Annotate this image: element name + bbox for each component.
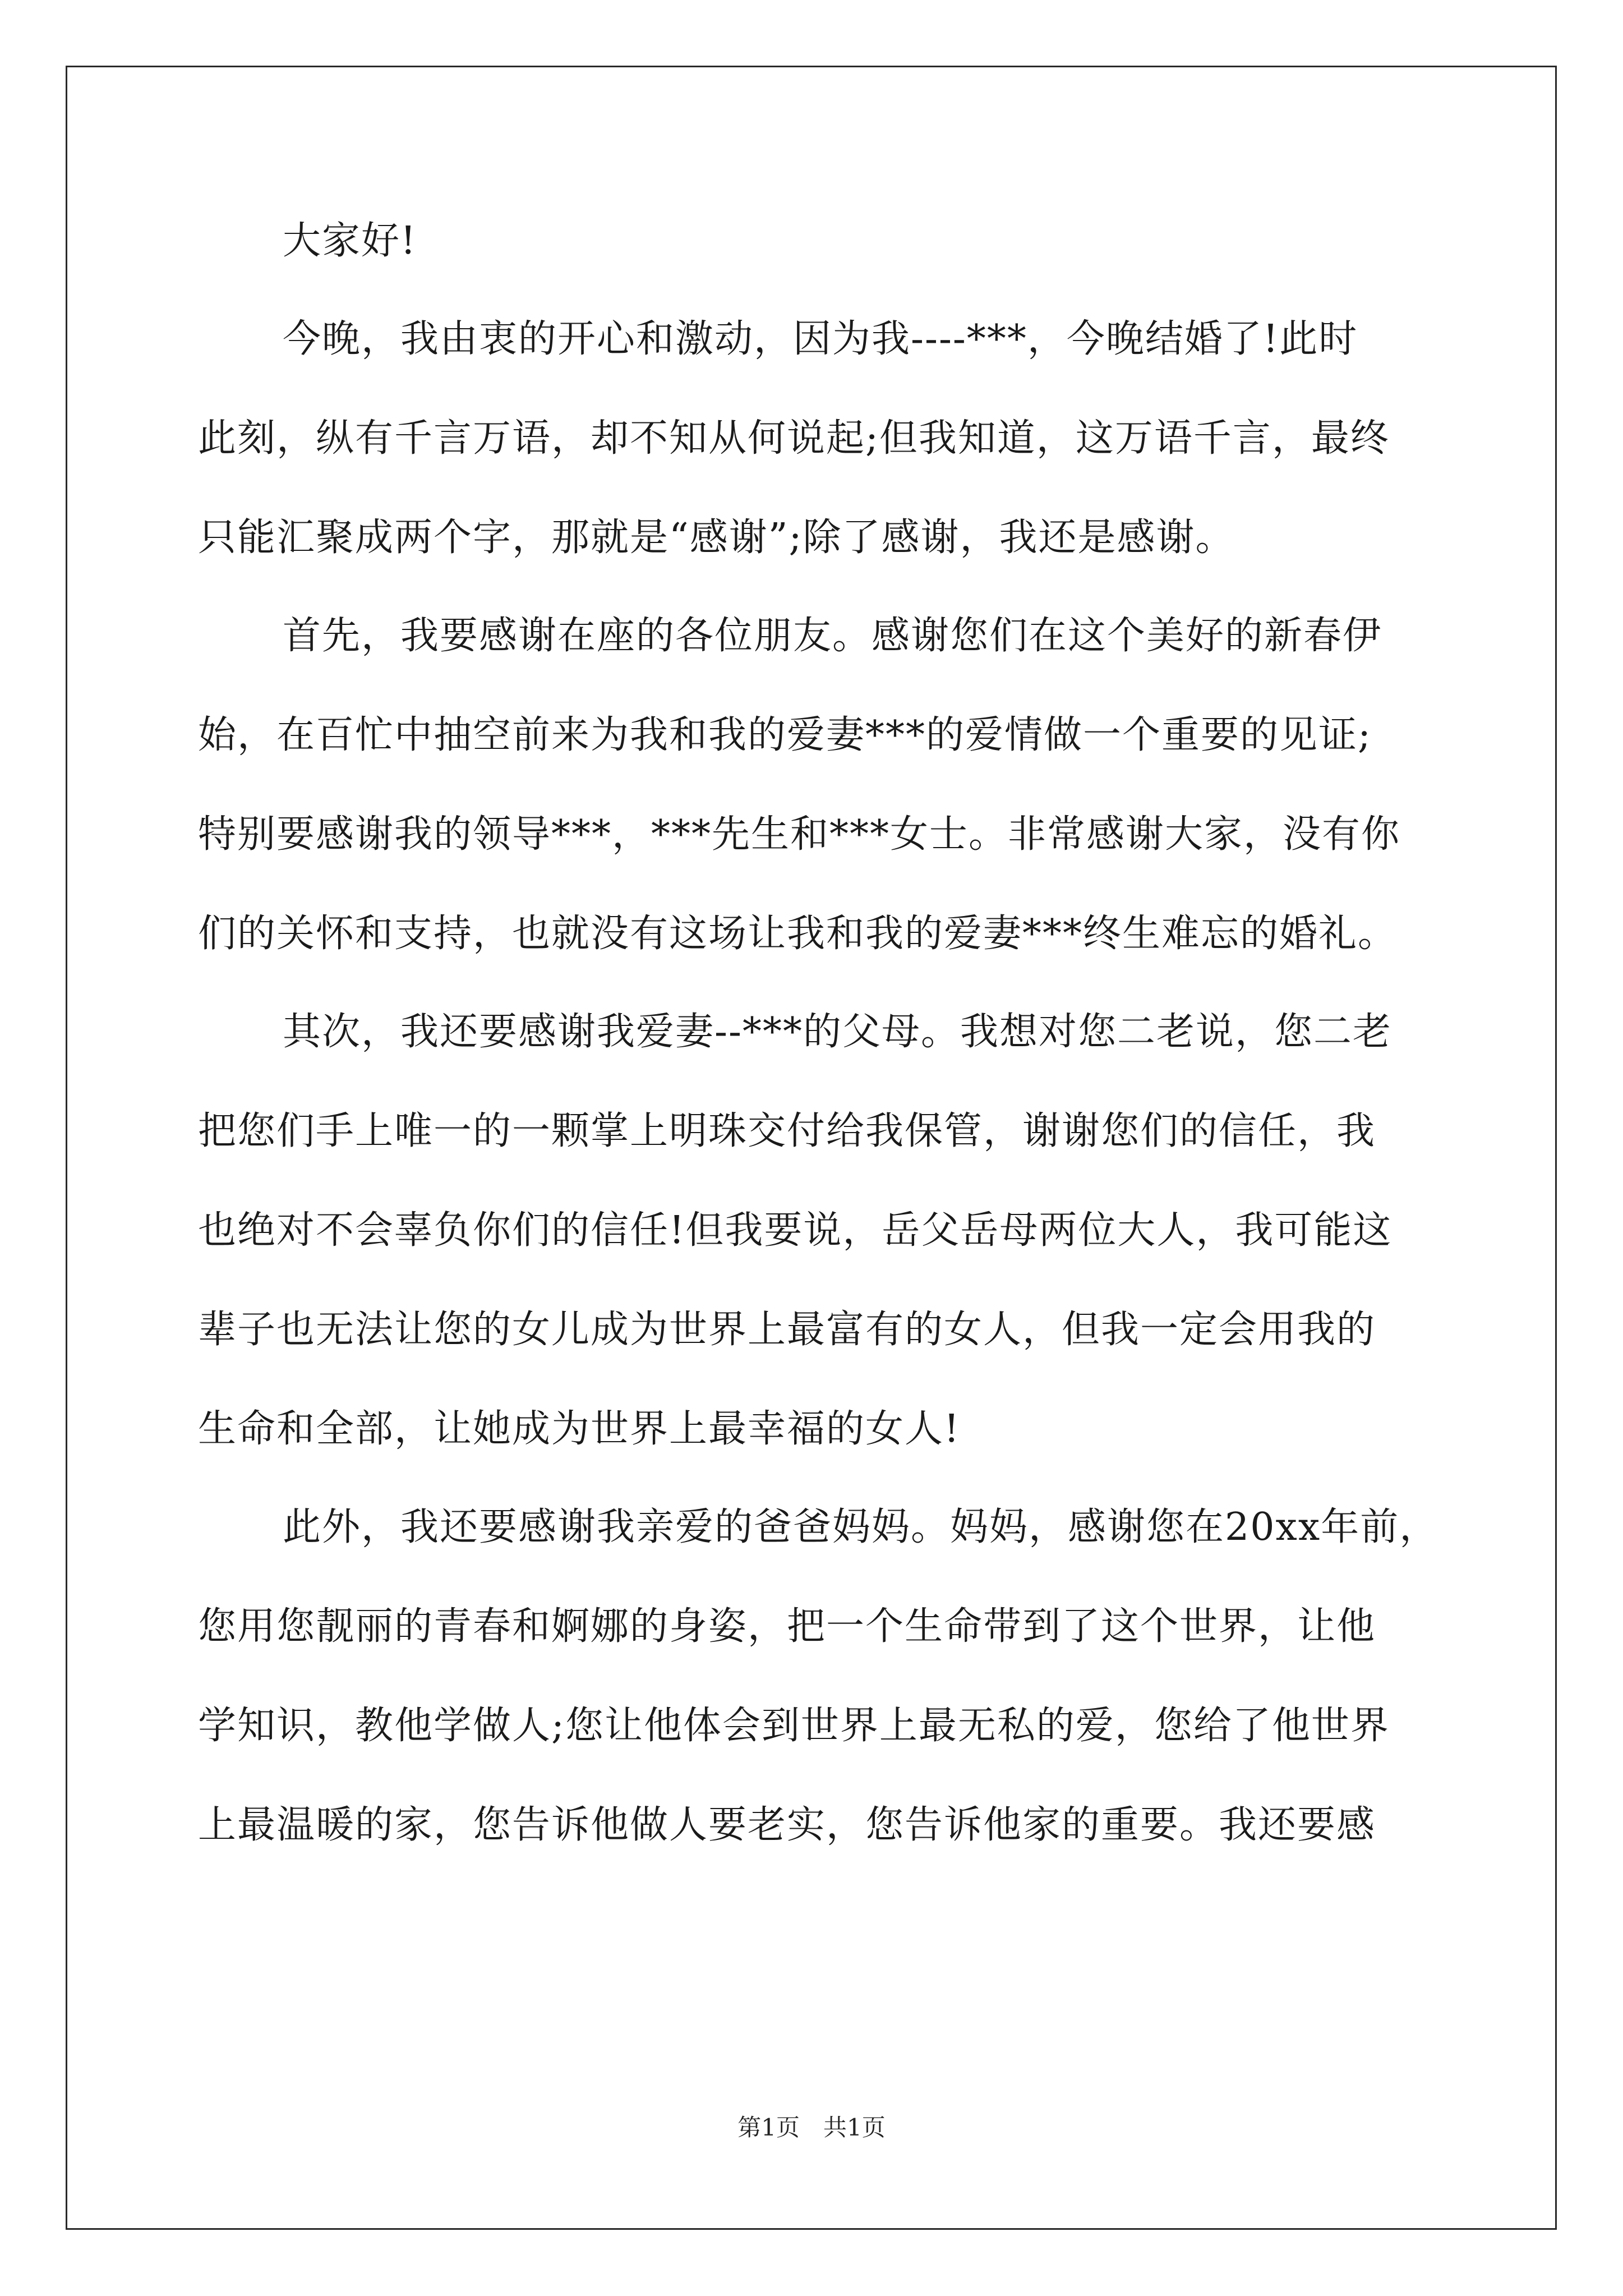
text-line: 也绝对不会辜负你们的信任!但我要说，岳父岳母两位大人，我可能这: [198, 1208, 1393, 1253]
text-line: 把您们手上唯一的一颗掌上明珠交付给我保管，谢谢您们的信任，我: [198, 1109, 1376, 1153]
text-line-greeting: 大家好!: [283, 219, 417, 263]
text-line: 此外，我还要感谢我亲爱的爸爸妈妈。妈妈，感谢您在20xx年前，: [283, 1505, 1439, 1549]
text-line: 此刻，纵有千言万语，却不知从何说起;但我知道，这万语千言，最终: [198, 416, 1390, 461]
page-number-footer: 第1页 共1页: [737, 2114, 886, 2141]
text-line: 上最温暖的家，您告诉他做人要老实，您告诉他家的重要。我还要感: [198, 1803, 1376, 1847]
text-line: 们的关怀和支持，也就没有这场让我和我的爱妻***终生难忘的婚礼。: [198, 912, 1398, 956]
text-line: 特别要感谢我的领导***，***先生和***女士。非常感谢大家，没有你: [198, 812, 1401, 857]
text-line: 辈子也无法让您的女儿成为世界上最富有的女人，但我一定会用我的: [198, 1308, 1376, 1352]
text-line: 学知识，教他学做人;您让他体会到世界上最无私的爱，您给了他世界: [198, 1704, 1390, 1748]
text-line: 您用您靓丽的青春和婀娜的身姿，把一个生命带到了这个世界，让他: [198, 1604, 1376, 1649]
text-line: 始，在百忙中抽空前来为我和我的爱妻***的爱情做一个重要的见证;: [198, 713, 1372, 757]
text-line: 今晚，我由衷的开心和激动，因为我----***，今晚结婚了!此时: [283, 317, 1358, 361]
text-line: 生命和全部，让她成为世界上最幸福的女人!: [198, 1407, 961, 1451]
text-line: 只能汇聚成两个字，那就是“感谢”;除了感谢，我还是感谢。: [198, 516, 1235, 560]
text-line: 其次，我还要感谢我爱妻--***的父母。我想对您二老说，您二老: [283, 1010, 1392, 1054]
text-line: 首先，我要感谢在座的各位朋友。感谢您们在这个美好的新春伊: [283, 614, 1382, 658]
